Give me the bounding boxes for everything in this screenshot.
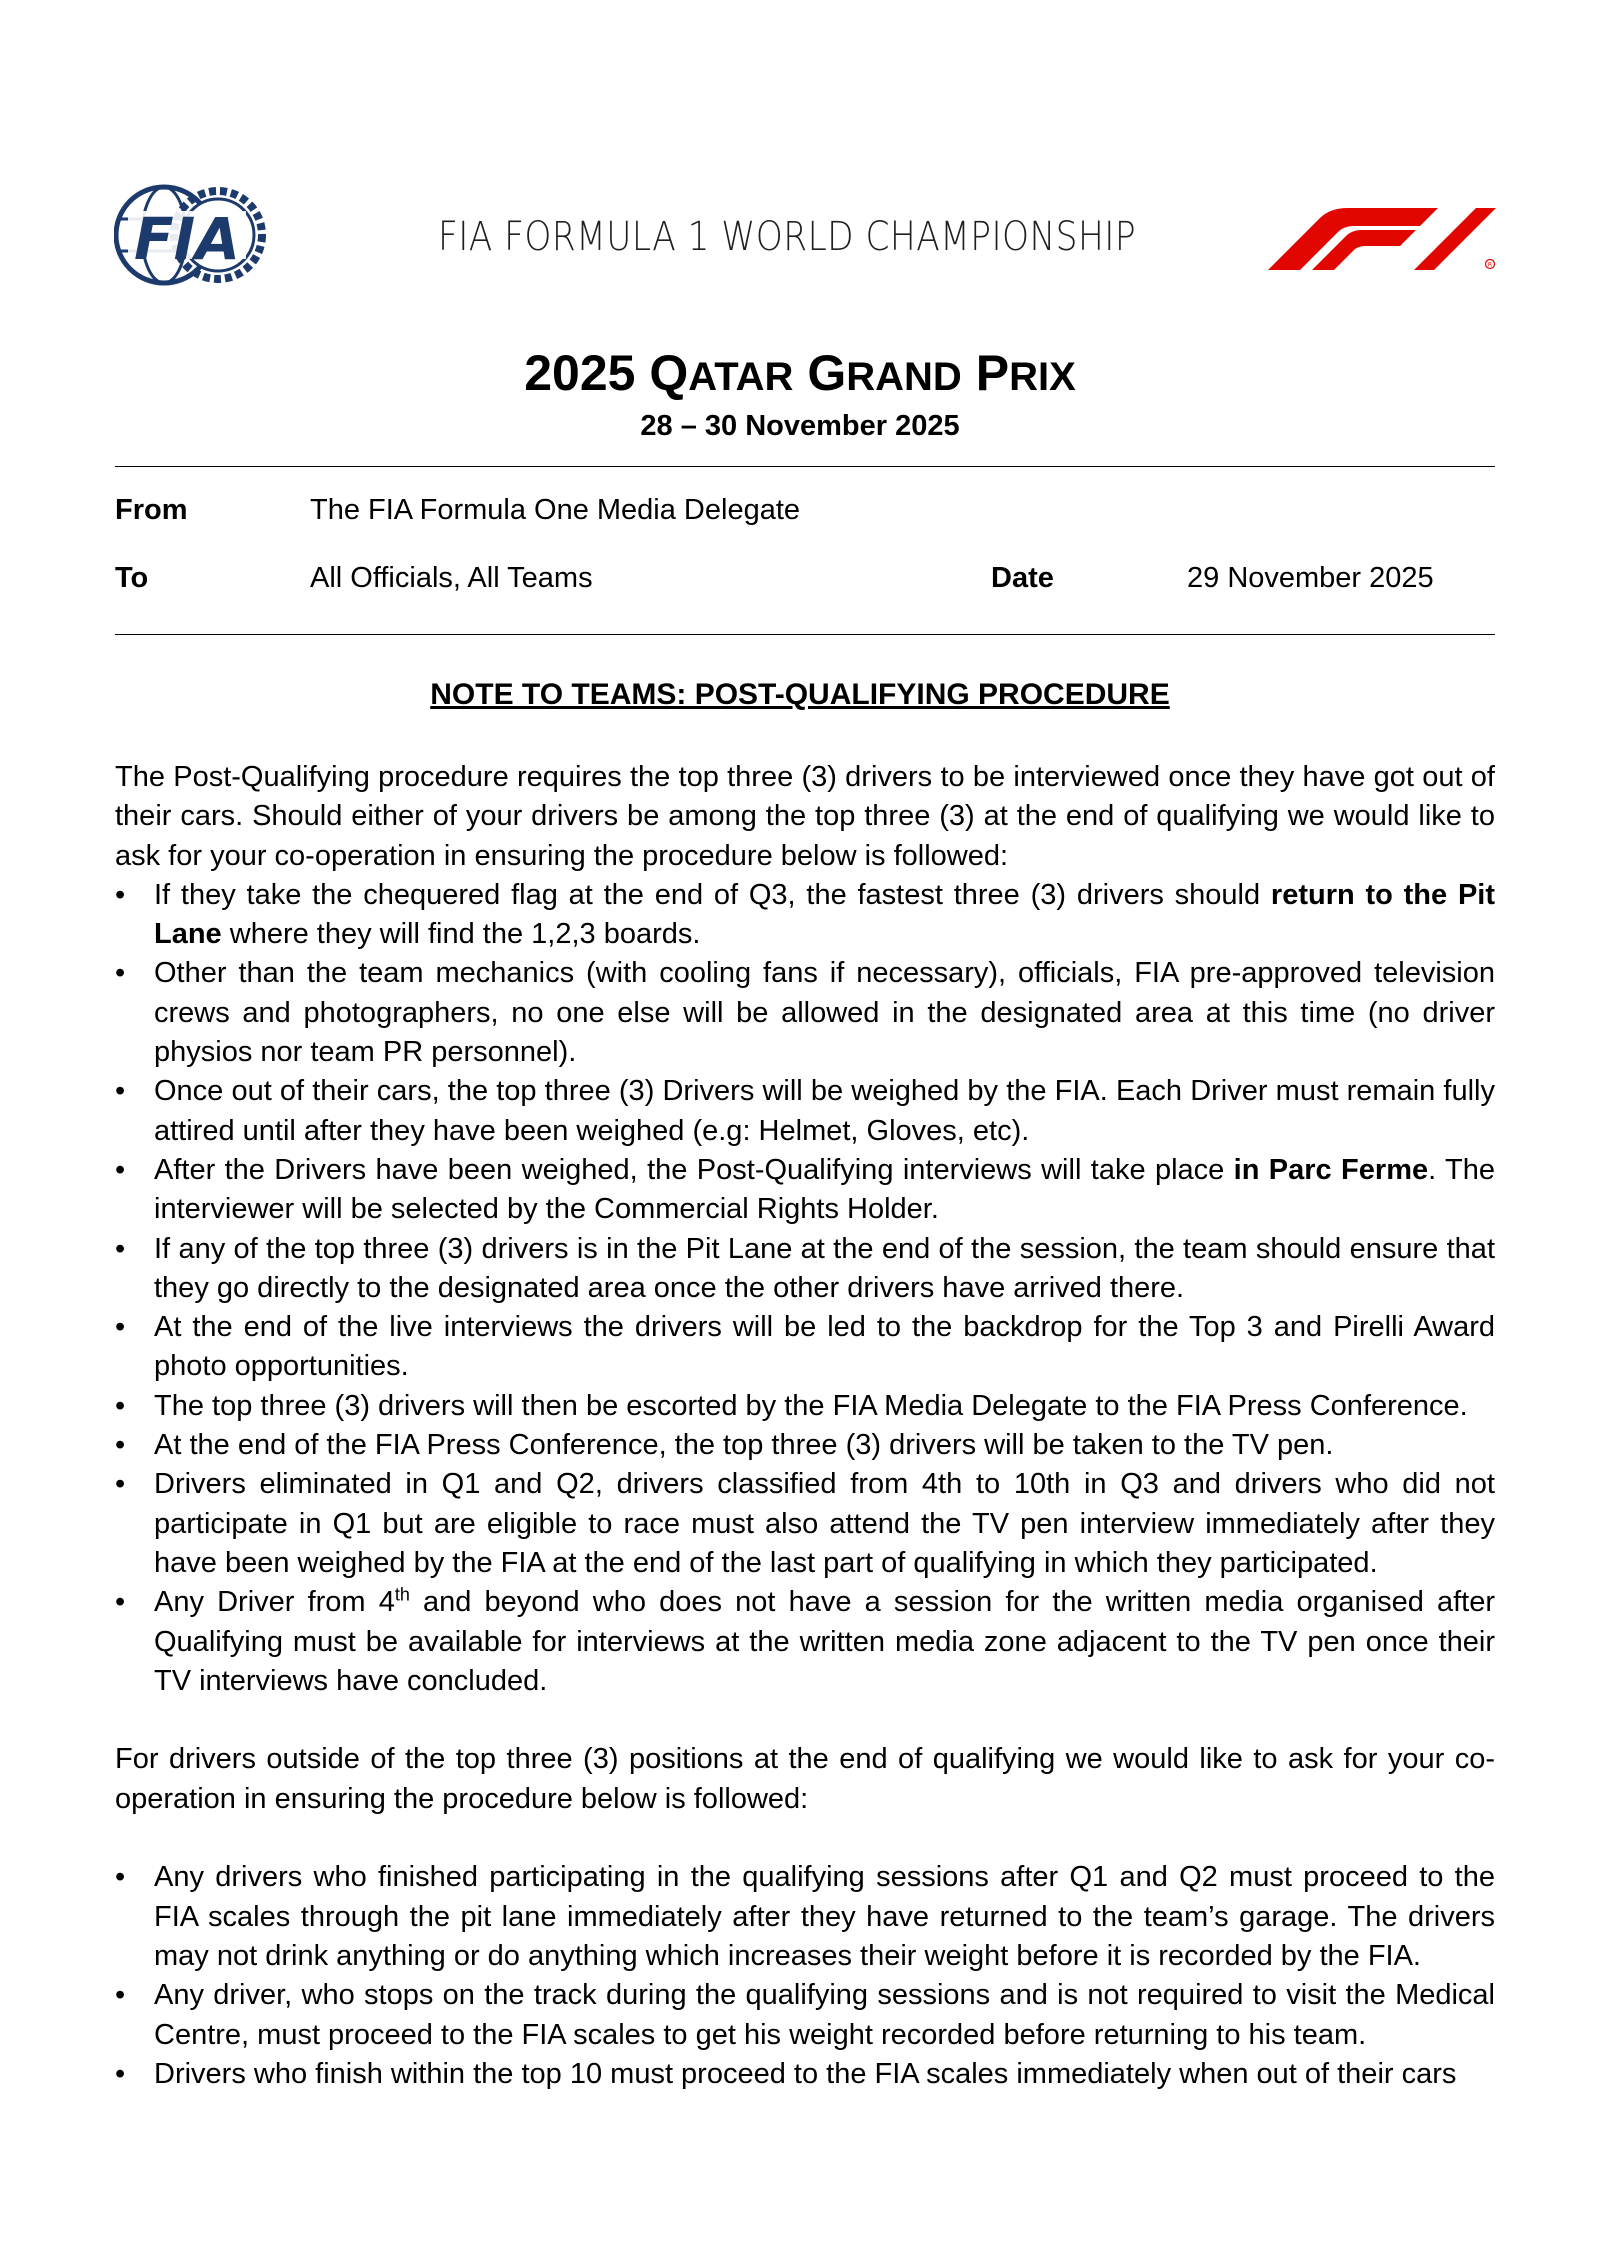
event-title: 2025 QATAR GRAND PRIX <box>524 345 1076 401</box>
list-item: • The top three (3) drivers will then be escorted by the FIA Media Delegate to the FIA Press Conference. <box>115 1387 1495 1426</box>
document-body <box>115 758 1495 2094</box>
divider-bottom <box>115 634 1495 635</box>
list-item: • After the Drivers have been weighed, the Post-Qualifying interviews will take place in Parc Ferme. The interviewer will be selected by the Commercial Rights Holder. <box>115 1151 1495 1230</box>
list-item: • Other than the team mechanics (with cooling fans if necessary), officials, FIA pre-approved television crews and photographers, no one else will be allowed in the designated area at this time (no driver physios nor team PR personnel). <box>115 954 1495 1072</box>
event-dates: 28 – 30 November 2025 <box>640 410 960 442</box>
championship-title: FIA FORMULA 1 WORLD CHAMPIONSHIP <box>438 214 1136 260</box>
list-item: • Any driver, who stops on the track during the qualifying sessions and is not required to visit the Medical Centre, must proceed to the FIA scales to get his weight recorded before returning to his team. <box>115 1976 1495 2055</box>
list-item: • Drivers who finish within the top 10 must proceed to the FIA scales immediately when out of their cars <box>115 2055 1495 2094</box>
divider-top <box>115 466 1495 467</box>
from-label: From <box>115 494 188 526</box>
date-label: Date <box>991 562 1054 594</box>
svg-text:FIA: FIA <box>133 205 241 273</box>
svg-text:R: R <box>1487 261 1493 269</box>
date-value: 29 November 2025 <box>1187 562 1434 594</box>
list-item: • Once out of their cars, the top three (3) Drivers will be weighed by the FIA. Each Driver must remain fully attired until after they have been weighed (e.g: Helmet, Gloves, etc). <box>115 1072 1495 1151</box>
f1-logo-icon <box>1268 208 1496 270</box>
list-item: • Any Driver from 4th and beyond who does not have a session for the written media organised after Qualifying must be available for interviews at the written media zone adjacent to the TV pen once their TV interviews have concluded. <box>115 1583 1495 1701</box>
list-item: • If they take the chequered flag at the end of Q3, the fastest three (3) drivers should return to the Pit Lane where they will find the 1,2,3 boards. <box>115 876 1495 955</box>
list-item: • Drivers eliminated in Q1 and Q2, drivers classified from 4th to 10th in Q3 and drivers who did not participate in Q1 but are eligible to race must also attend the TV pen interview immediately after they have been weighed by the FIA at the end of the last part of qualifying in which they participated. <box>115 1465 1495 1583</box>
intro-paragraph: The Post-Qualifying procedure requires the top three (3) drivers to be interviewed once they have got out of their cars. Should either of your drivers be among the top three (3) at the end of qualifying we would like to ask for your co-operation in ensuring the procedure below is followed: <box>115 761 1495 872</box>
list-item: • At the end of the live interviews the drivers will be led to the backdrop for the Top 3 and Pirelli Award photo opportunities. <box>115 1308 1495 1387</box>
list-item: • At the end of the FIA Press Conference, the top three (3) drivers will be taken to the TV pen. <box>115 1426 1495 1465</box>
to-value: All Officials, All Teams <box>310 562 593 594</box>
fia-logo-icon <box>114 183 266 287</box>
top-three-procedure-list <box>115 876 1495 1701</box>
list-item: • Any drivers who finished participating in the qualifying sessions after Q1 and Q2 must proceed to the FIA scales through the pit lane immediately after they have returned to the team’s garage. The drivers may not drink anything or do anything which increases their weight before it is recorded by the FIA. <box>115 1858 1495 1976</box>
note-title: NOTE TO TEAMS: POST-QUALIFYING PROCEDURE <box>430 678 1170 711</box>
outside-top-three-paragraph: For drivers outside of the top three (3) positions at the end of qualifying we would like to ask for your co-operation in ensuring the procedure below is followed: <box>115 1743 1495 1815</box>
from-value: The FIA Formula One Media Delegate <box>310 494 801 526</box>
other-drivers-procedure-list <box>115 1858 1495 2094</box>
list-item: • If any of the top three (3) drivers is in the Pit Lane at the end of the session, the team should ensure that they go directly to the designated area once the other drivers have arrived there. <box>115 1230 1495 1309</box>
to-label: To <box>115 562 149 594</box>
